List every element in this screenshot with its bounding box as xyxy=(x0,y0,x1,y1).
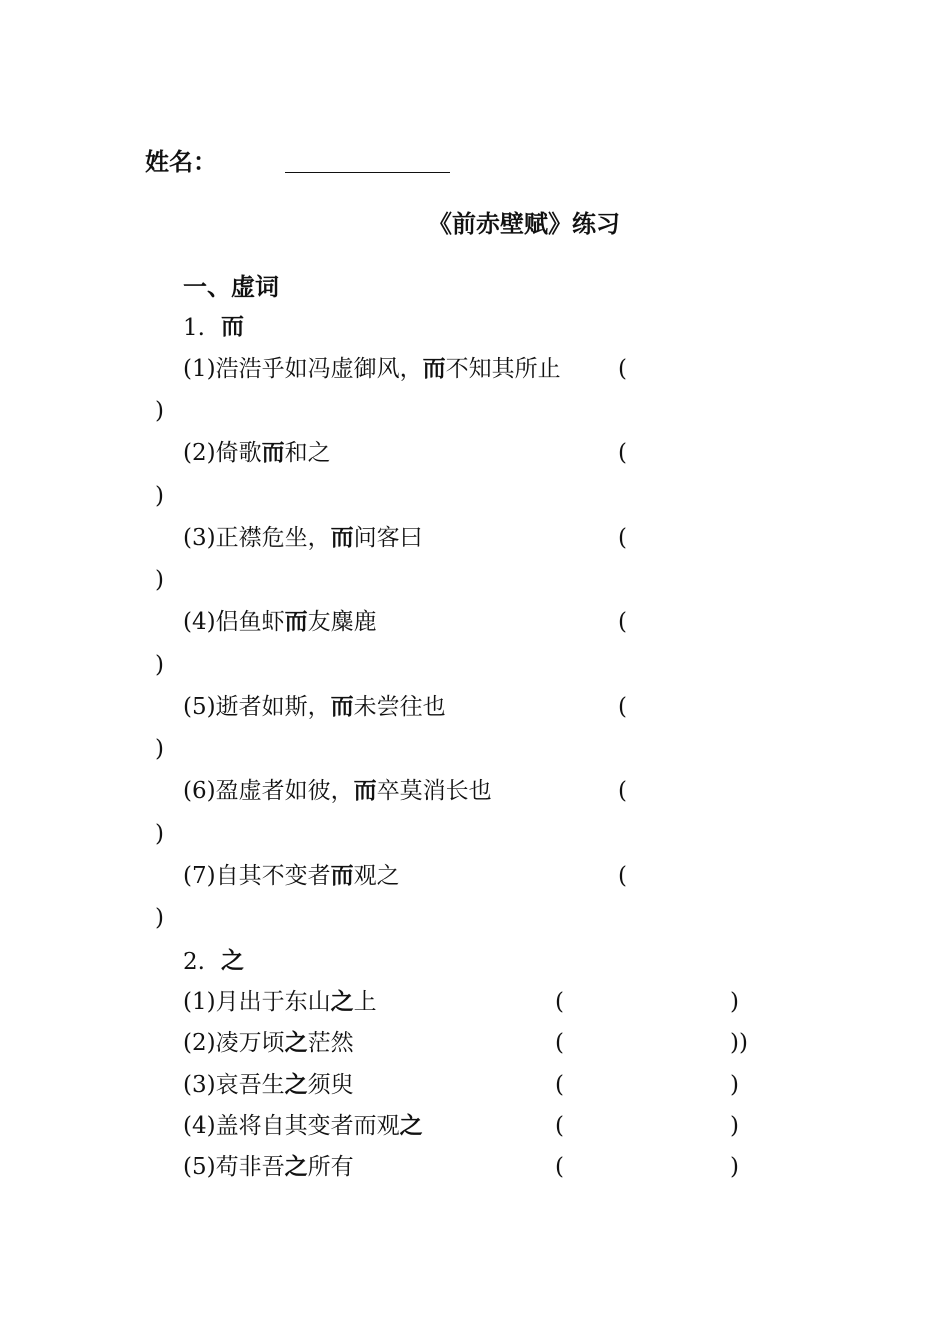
q1-item xyxy=(183,358,561,381)
answer-close-paren: ) xyxy=(155,652,164,678)
answer-close-paren: ) xyxy=(730,1154,739,1180)
page-title: 《前赤壁赋》练习 xyxy=(428,210,620,238)
item-number: (3) xyxy=(183,525,216,551)
highlighted-word: 之 xyxy=(284,1154,308,1180)
highlighted-word: 之 xyxy=(284,1030,308,1056)
item-text: 和之 xyxy=(284,440,331,466)
q1-item xyxy=(183,865,400,888)
highlighted-word: 而 xyxy=(330,694,354,720)
item-text: 侣鱼虾 xyxy=(215,609,285,635)
answer-close-paren: )) xyxy=(730,1030,748,1056)
item-text: 未尝往也 xyxy=(353,694,446,720)
q2-item xyxy=(183,1115,423,1138)
item-text: 卒莫消长也 xyxy=(376,778,492,804)
answer-open-paren[interactable]: ( xyxy=(555,1030,564,1056)
answer-open-paren[interactable]: ( xyxy=(618,440,627,466)
item-text: 友麋鹿 xyxy=(307,609,377,635)
answer-open-paren[interactable]: ( xyxy=(555,1154,564,1180)
highlighted-word: 而 xyxy=(422,356,446,382)
item-text: 倚歌 xyxy=(215,440,262,466)
answer-open-paren[interactable]: ( xyxy=(618,525,627,551)
item-text: 盈虚者如彼， xyxy=(215,778,354,804)
item-text: 须臾 xyxy=(307,1072,354,1098)
answer-close-paren: ) xyxy=(155,821,164,847)
item-text: 凌万顷 xyxy=(215,1030,285,1056)
item-number: (5) xyxy=(183,1154,216,1180)
question-2-word: 之 xyxy=(221,948,244,974)
item-number: (3) xyxy=(183,1072,216,1098)
highlighted-word: 之 xyxy=(284,1072,308,1098)
item-text: 不知其所止 xyxy=(445,356,561,382)
answer-open-paren[interactable]: ( xyxy=(618,694,627,720)
item-number: (4) xyxy=(183,609,216,635)
answer-open-paren[interactable]: ( xyxy=(555,1072,564,1098)
answer-open-paren[interactable]: ( xyxy=(555,989,564,1015)
q1-item xyxy=(183,696,446,719)
answer-close-paren: ) xyxy=(155,483,164,509)
item-text: 自其不变者 xyxy=(215,863,331,889)
item-text: 茫然 xyxy=(307,1030,354,1056)
q2-item xyxy=(183,991,377,1014)
q1-item xyxy=(183,780,492,803)
answer-open-paren[interactable]: ( xyxy=(618,778,627,804)
highlighted-word: 而 xyxy=(353,778,377,804)
answer-close-paren: ) xyxy=(155,398,164,424)
q2-item xyxy=(183,1156,354,1179)
item-text: 逝者如斯， xyxy=(215,694,331,720)
item-text: 上 xyxy=(353,989,377,1015)
answer-close-paren: ) xyxy=(730,1072,739,1098)
question-2-number: 2. xyxy=(183,949,205,975)
item-text: 哀吾生 xyxy=(215,1072,285,1098)
q1-item xyxy=(183,611,377,634)
item-text: 苟非吾 xyxy=(215,1154,285,1180)
item-number: (2) xyxy=(183,1030,216,1056)
item-number: (6) xyxy=(183,778,216,804)
highlighted-word: 而 xyxy=(330,525,354,551)
answer-close-paren: ) xyxy=(730,989,739,1015)
highlighted-word: 而 xyxy=(330,863,354,889)
answer-close-paren: ) xyxy=(730,1113,739,1139)
item-text: 月出于东山 xyxy=(215,989,331,1015)
question-1-word: 而 xyxy=(221,314,244,340)
highlighted-word: 而 xyxy=(261,440,285,466)
answer-open-paren[interactable]: ( xyxy=(618,609,627,635)
answer-open-paren[interactable]: ( xyxy=(618,863,627,889)
q1-item xyxy=(183,442,331,465)
name-label: 姓名： xyxy=(145,148,217,176)
item-number: (1) xyxy=(183,989,216,1015)
highlighted-word: 之 xyxy=(399,1113,423,1139)
section-heading: 一、虚词 xyxy=(183,273,279,301)
highlighted-word: 之 xyxy=(330,989,354,1015)
answer-close-paren: ) xyxy=(155,567,164,593)
q2-item xyxy=(183,1074,354,1097)
q1-item xyxy=(183,527,423,550)
item-text: 正襟危坐， xyxy=(215,525,331,551)
answer-close-paren: ) xyxy=(155,905,164,931)
answer-open-paren[interactable]: ( xyxy=(618,356,627,382)
item-text: 所有 xyxy=(307,1154,354,1180)
answer-open-paren[interactable]: ( xyxy=(555,1113,564,1139)
item-text: 问客曰 xyxy=(353,525,423,551)
question-1-number: 1. xyxy=(183,315,205,341)
item-number: (1) xyxy=(183,356,216,382)
highlighted-word: 而 xyxy=(284,609,308,635)
name-blank-line[interactable] xyxy=(285,172,450,173)
item-number: (7) xyxy=(183,863,216,889)
item-text: 盖将自其变者而观 xyxy=(215,1113,400,1139)
item-number: (5) xyxy=(183,694,216,720)
item-text: 浩浩乎如冯虚御风， xyxy=(215,356,423,382)
item-text: 观之 xyxy=(353,863,400,889)
q2-item xyxy=(183,1032,354,1055)
item-number: (2) xyxy=(183,440,216,466)
item-number: (4) xyxy=(183,1113,216,1139)
answer-close-paren: ) xyxy=(155,736,164,762)
